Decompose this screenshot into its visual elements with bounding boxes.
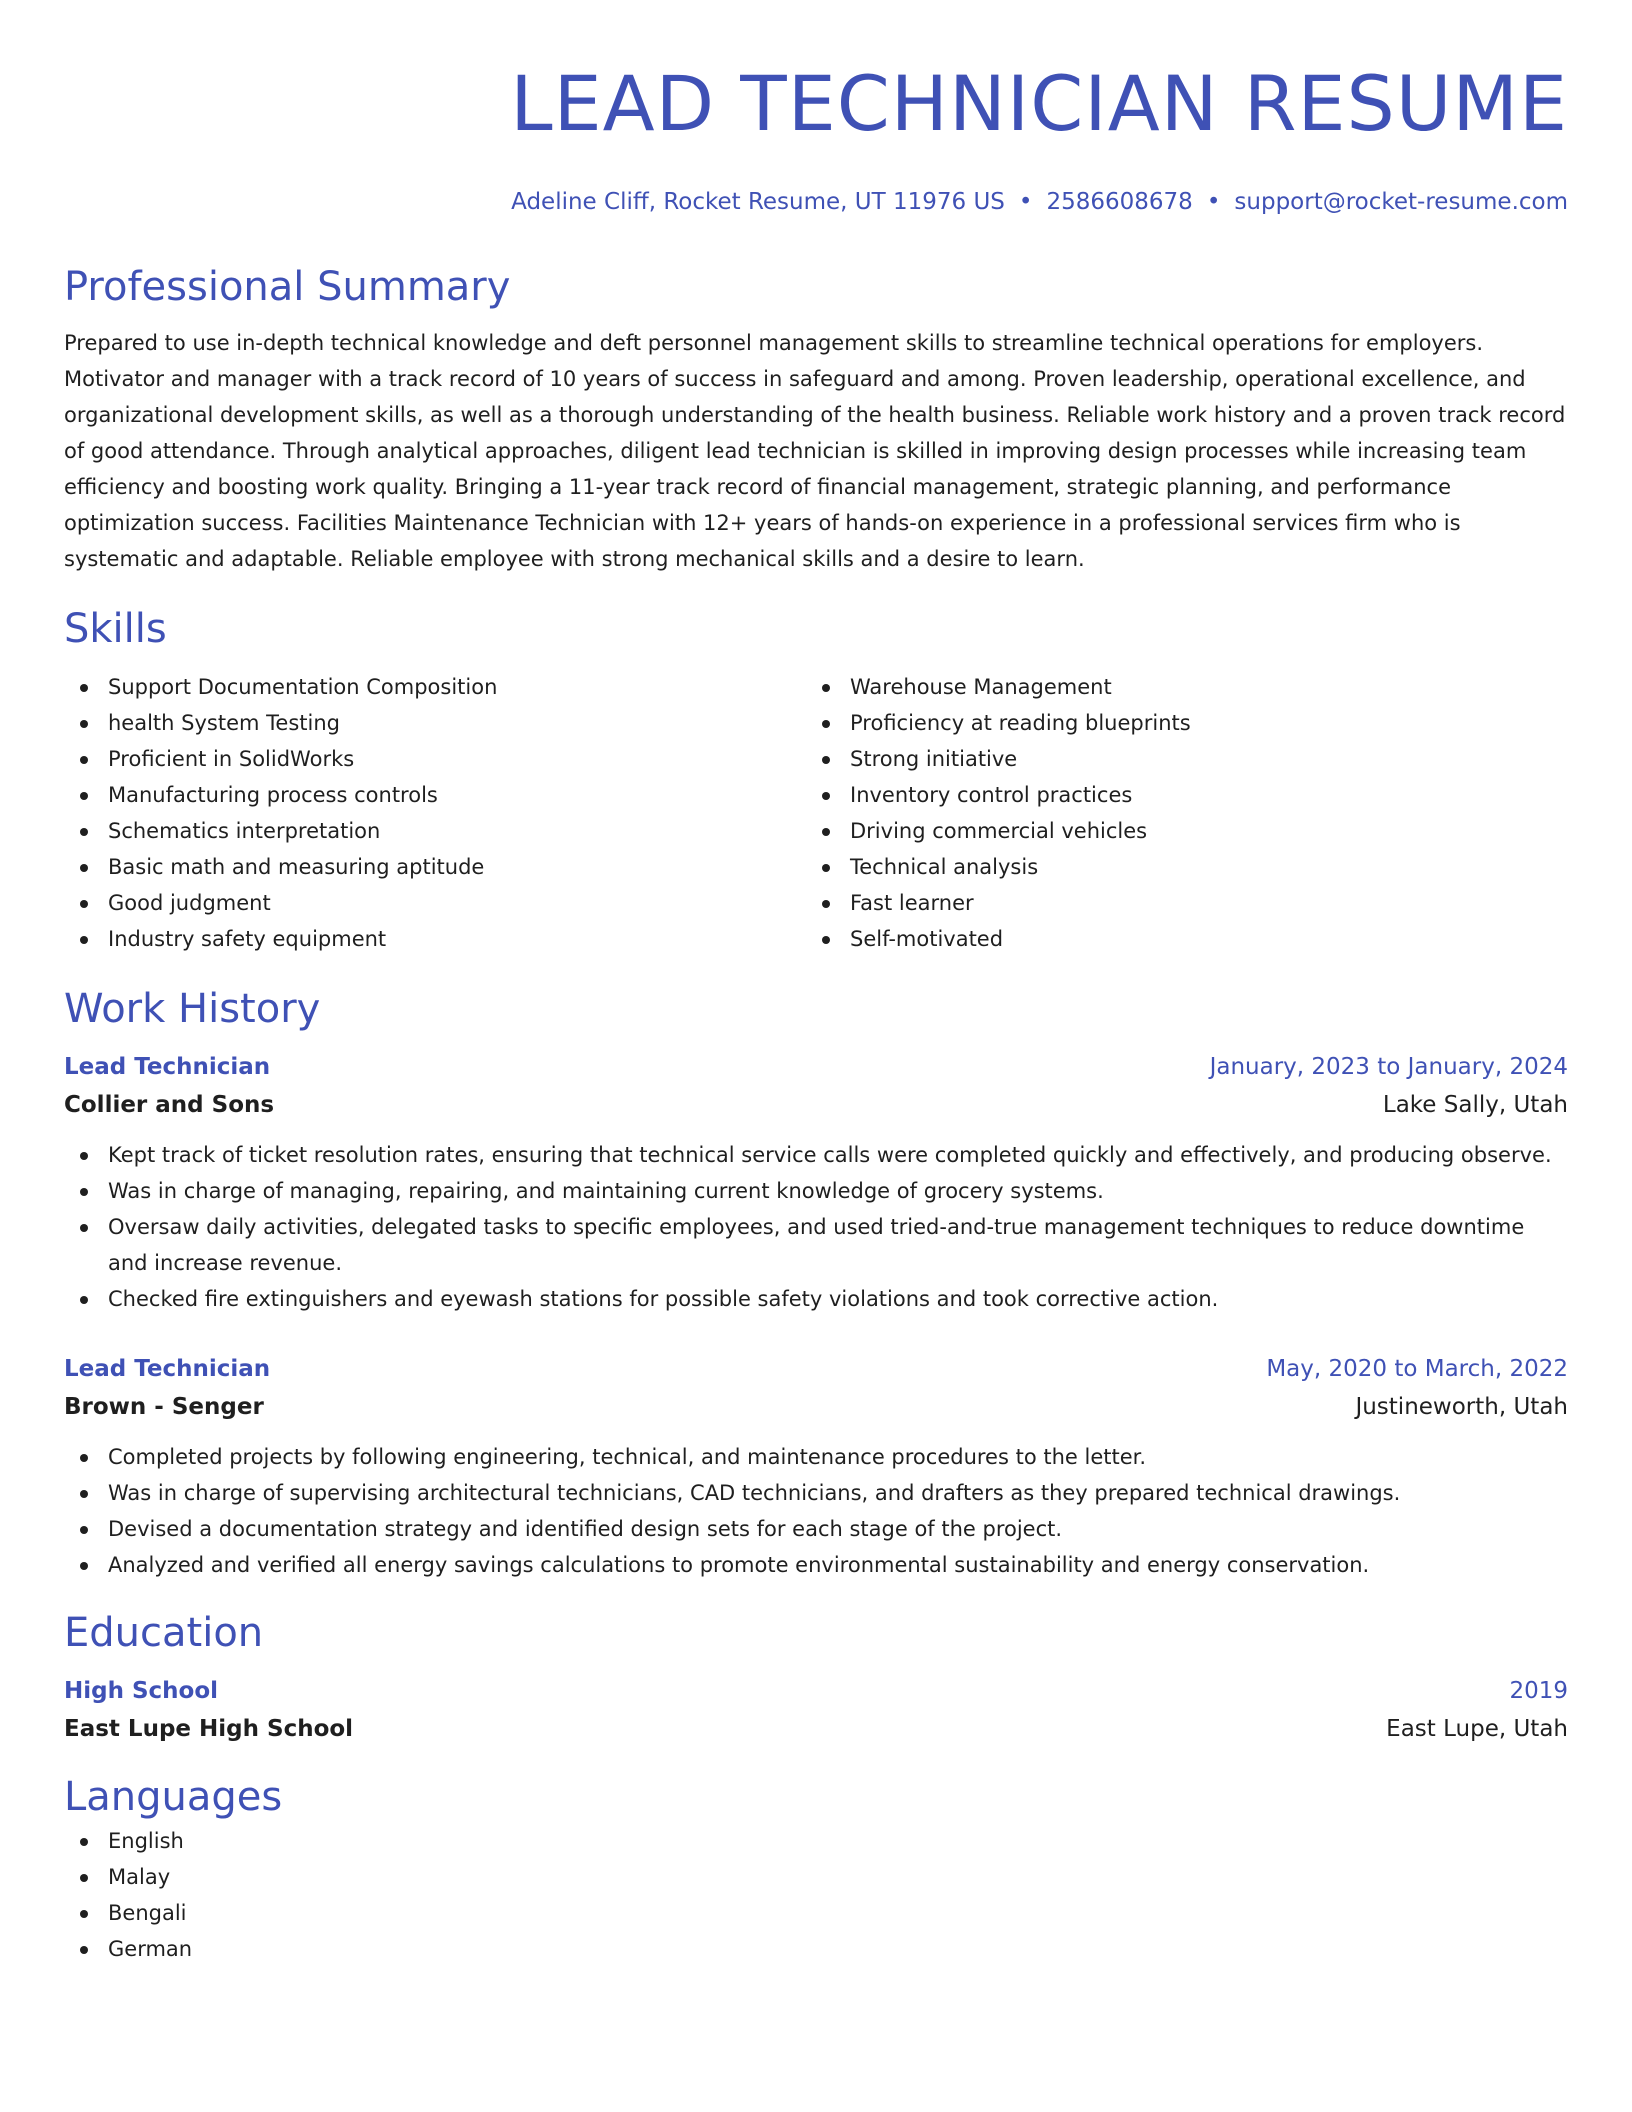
resume-page xyxy=(64,0,1568,1967)
job-location: Justineworth, Utah xyxy=(1355,1394,1568,1420)
language-item: English xyxy=(64,1823,1568,1859)
language-item: Malay xyxy=(64,1859,1568,1895)
section-title-work-history: Work History xyxy=(64,986,321,1032)
job-header-row xyxy=(64,1049,1568,1085)
job-dates: January, 2023 to January, 2024 xyxy=(1209,1054,1568,1080)
job-bullets xyxy=(64,1439,1568,1583)
education-entry xyxy=(64,1673,1568,1749)
education-header-row xyxy=(64,1673,1568,1709)
section-title-summary: Professional Summary xyxy=(64,264,511,310)
education-year: 2019 xyxy=(1509,1678,1568,1704)
job-company-row xyxy=(64,1387,1568,1427)
skill-item: Self-motivated xyxy=(806,921,1548,957)
skill-item: Support Documentation Composition xyxy=(64,669,806,705)
section-title-education: Education xyxy=(64,1610,264,1656)
contact-email: support@rocket-resume.com xyxy=(1234,189,1568,215)
job-bullet: Oversaw daily activities, delegated tasks to specific employees, and used tried-and-true management techniques to reduce downtime and increase revenue. xyxy=(64,1209,1568,1281)
skills-grid xyxy=(64,669,1568,957)
job-bullet: Analyzed and verified all energy savings calculations to promote environmental sustainability and energy conservation. xyxy=(64,1547,1568,1583)
skills-list-right xyxy=(806,669,1548,957)
skill-item: Fast learner xyxy=(806,885,1548,921)
skill-item: Manufacturing process controls xyxy=(64,777,806,813)
job-bullet: Devised a documentation strategy and identified design sets for each stage of the project. xyxy=(64,1511,1568,1547)
languages-list xyxy=(64,1823,1568,1967)
job-bullets xyxy=(64,1137,1568,1317)
skills-list-left xyxy=(64,669,806,957)
education-school-row xyxy=(64,1709,1568,1749)
job-location: Lake Sally, Utah xyxy=(1382,1092,1568,1118)
education-degree: High School xyxy=(64,1678,219,1704)
language-item: German xyxy=(64,1931,1568,1967)
contact-separator: • xyxy=(1206,189,1221,215)
job-entry xyxy=(64,1049,1568,1317)
contact-phone: 2586608678 xyxy=(1046,189,1193,215)
job-header-row xyxy=(64,1351,1568,1387)
skill-item: Inventory control practices xyxy=(806,777,1548,813)
skill-item: Proficient in SolidWorks xyxy=(64,741,806,777)
resume-title: LEAD TECHNICIAN RESUME xyxy=(510,59,1568,148)
section-title-languages: Languages xyxy=(64,1774,283,1820)
education-school: East Lupe High School xyxy=(64,1716,354,1742)
section-title-skills: Skills xyxy=(64,606,167,652)
skill-item: Good judgment xyxy=(64,885,806,921)
job-bullet: Was in charge of managing, repairing, and maintaining current knowledge of grocery systems. xyxy=(64,1173,1568,1209)
skill-item: Warehouse Management xyxy=(806,669,1548,705)
job-role: Lead Technician xyxy=(64,1356,271,1382)
contact-line xyxy=(64,187,1568,217)
job-bullet: Was in charge of supervising architectural technicians, CAD technicians, and drafters as they prepared technical drawings. xyxy=(64,1475,1568,1511)
job-dates: May, 2020 to March, 2022 xyxy=(1266,1356,1568,1382)
job-bullet: Completed projects by following engineering, technical, and maintenance procedures to the letter. xyxy=(64,1439,1568,1475)
skill-item: Basic math and measuring aptitude xyxy=(64,849,806,885)
job-role: Lead Technician xyxy=(64,1054,271,1080)
language-item: Bengali xyxy=(64,1895,1568,1931)
skill-item: Technical analysis xyxy=(806,849,1548,885)
job-company-row xyxy=(64,1085,1568,1125)
summary-text: Prepared to use in-depth technical knowledge and deft personnel management skills to streamline technical operations for employers. Motivator and manager with a track record of 10 years of success in safeguard and among. Proven leadership, operational excellence, and organizational development skills, as well as a thorough understanding of the health business. Reliable work history and a proven track record of good attendance. Through analytical approaches, diligent lead technician is skilled in improving design processes while increasing team efficiency and boosting work quality. Bringing a 11-year track record of financial management, strategic planning, and performance optimization success. Facilities Maintenance Technician with 12+ years of hands-on experience in a professional services firm who is systematic and adaptable. Reliable employee with strong mechanical skills and a desire to learn. xyxy=(64,331,1566,571)
skill-item: Strong initiative xyxy=(806,741,1548,777)
skill-item: Schematics interpretation xyxy=(64,813,806,849)
job-company: Collier and Sons xyxy=(64,1092,275,1118)
contact-address: Adeline Cliff, Rocket Resume, UT 11976 US xyxy=(511,189,1005,215)
job-bullet: Kept track of ticket resolution rates, ensuring that technical service calls were completed quickly and effectively, and producing observe. xyxy=(64,1137,1568,1173)
education-location: East Lupe, Utah xyxy=(1386,1716,1568,1742)
skill-item: Industry safety equipment xyxy=(64,921,806,957)
skill-item: Driving commercial vehicles xyxy=(806,813,1548,849)
job-entry xyxy=(64,1351,1568,1583)
contact-separator: • xyxy=(1018,189,1033,215)
job-bullet: Checked fire extinguishers and eyewash stations for possible safety violations and took corrective action. xyxy=(64,1281,1568,1317)
skill-item: health System Testing xyxy=(64,705,806,741)
skill-item: Proficiency at reading blueprints xyxy=(806,705,1548,741)
job-company: Brown - Senger xyxy=(64,1394,264,1420)
